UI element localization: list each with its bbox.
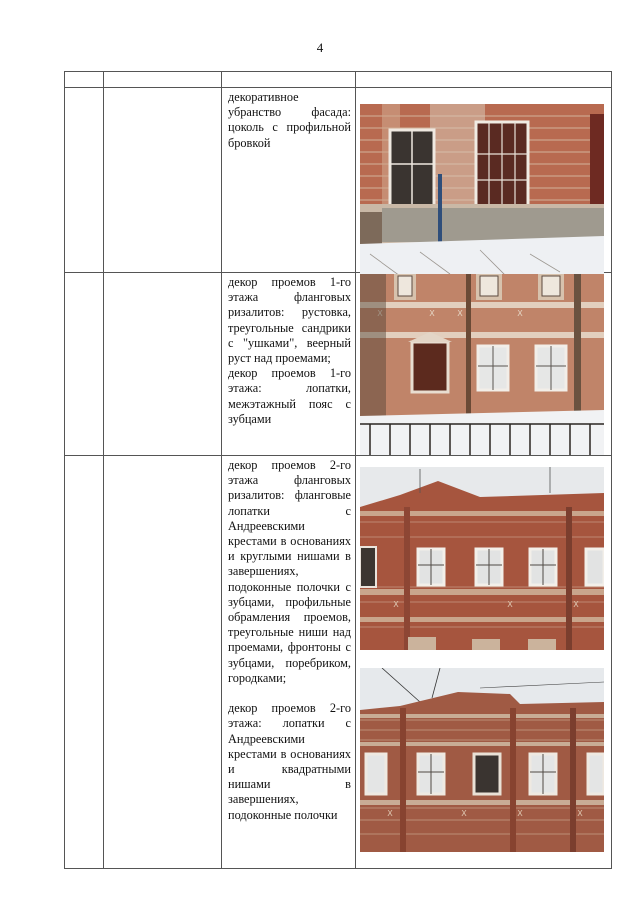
svg-text:X: X [573,600,579,609]
row-number-cell [65,456,104,869]
svg-text:X: X [393,600,399,609]
table-row [65,456,612,869]
header-cell-description [222,72,356,88]
row-description-cell [222,88,356,273]
row-number-cell [65,88,104,273]
row-description-cell [222,273,356,456]
table-header-row [65,72,612,88]
second-floor-risalit-photo [360,467,604,650]
header-cell-photo [356,72,612,88]
row-number-cell [65,273,104,456]
row-photo-cell [356,456,612,869]
row-name-cell [104,273,222,456]
svg-text:X: X [517,809,523,818]
svg-text:X: X [517,309,523,318]
description-text: декор проемов 1-го этажа фланговых ризалитов: рустовка, треугольные сандрики с "ушками", веерный руст над проемами; декор проемов 1-го этажа: лопатки, межэтажный пояс с зубцами [228,275,351,426]
description-text: декоративное убранство фасада: цоколь с профильной бровкой [228,90,351,150]
svg-text:X: X [507,600,513,609]
svg-text:X: X [577,809,583,818]
row-photo-cell [356,273,612,456]
svg-text:X: X [387,809,393,818]
svg-text:X: X [461,809,467,818]
page-number: 4 [316,40,324,55]
second-floor-decor-photo [360,668,604,852]
svg-text:X: X [429,309,435,318]
row-description-cell [222,456,356,869]
row-photo-cell [356,88,612,273]
header-cell-name [104,72,222,88]
first-floor-decor-photo [360,274,604,455]
facade-plinth-photo [360,104,604,286]
row-name-cell [104,88,222,273]
svg-text:X: X [377,309,383,318]
table-row [65,88,612,273]
table-row [65,273,612,456]
header-cell-number [65,72,104,88]
object-description-table [64,71,612,869]
row-name-cell [104,456,222,869]
svg-text:X: X [457,309,463,318]
description-text: декор проемов 2-го этажа фланговых ризалитов: фланговые лопатки с Андреевскими крестами в основаниях и круглыми нишами в завершениях, подоконные полочки с зубцами, профильные обрамления проемов, треугольные ниши над проемами, фронтоны с зубцами, поребриком, городками; декор проемов 2-го этажа: лопатки с Андреевскими крестами в основаниях и квадратными нишами в завершениях, подоконные полочки [228,458,351,822]
